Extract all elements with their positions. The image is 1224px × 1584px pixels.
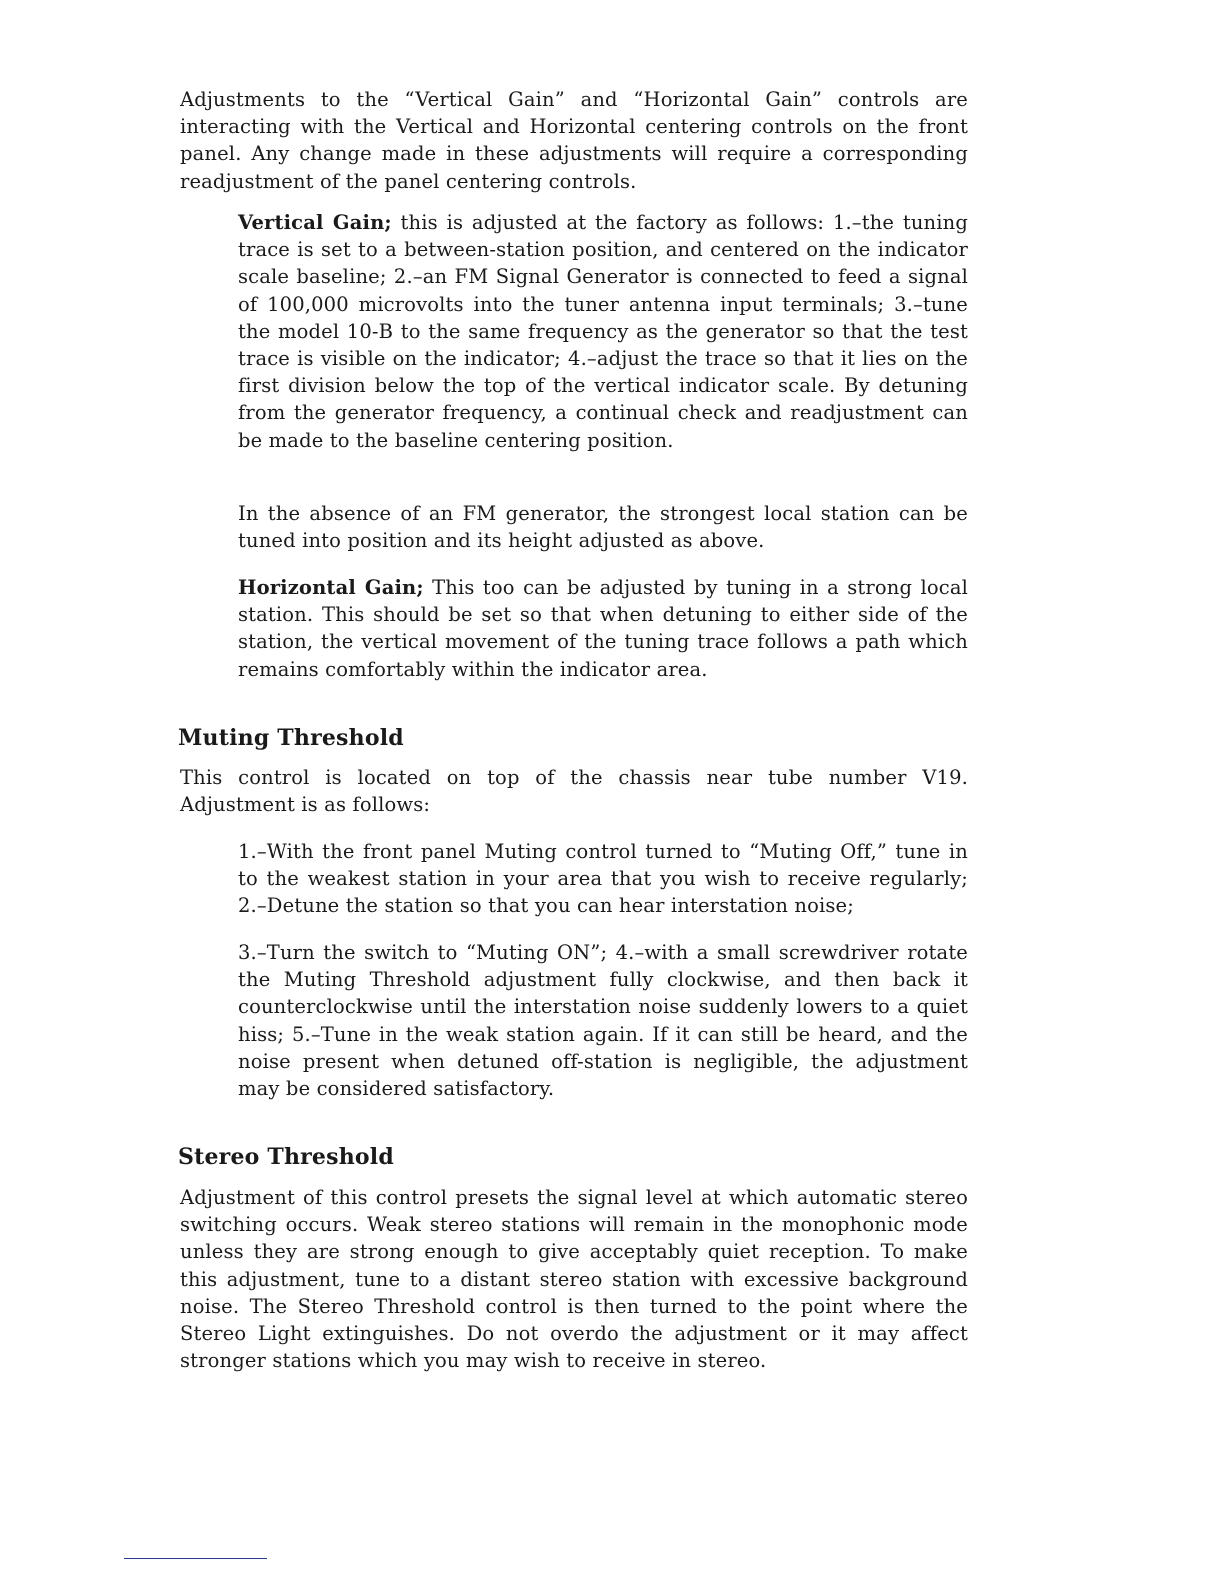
footnote-rule bbox=[124, 1558, 267, 1559]
muting-intro-paragraph: This control is located on top of the chassis near tube number V19. Adjustment is as follows: bbox=[180, 766, 968, 817]
muting-threshold-heading: Muting Threshold bbox=[178, 725, 404, 751]
horizontal-gain-paragraph bbox=[238, 574, 968, 683]
horizontal-gain-text: This too can be adjusted by tuning in a strong local station. This should be set so that when detuning to either side of the station, the vertical movement of the tuning trace follows a path which remains comfortably within the indicator area. bbox=[238, 576, 969, 681]
vertical-gain-paragraph bbox=[238, 209, 968, 454]
absence-note-paragraph: In the absence of an FM generator, the strongest local station can be tuned into position and its height adjusted as above. bbox=[238, 502, 968, 553]
stereo-threshold-heading: Stereo Threshold bbox=[178, 1144, 394, 1170]
intro-paragraph: Adjustments to the “Vertical Gain” and “Horizontal Gain” controls are interacting with the Vertical and Horizontal centering controls on the front panel. Any change made in these adjustments will require a corresponding readjustment of the panel centering controls. bbox=[180, 88, 968, 193]
vertical-gain-lead: Vertical Gain; bbox=[238, 211, 392, 234]
muting-step2-paragraph: 3.–Turn the switch to “Muting ON”; 4.–with a small screwdriver rotate the Muting Threshold adjustment fully clockwise, and then back it counterclockwise until the interstation noise suddenly lowers to a quiet hiss; 5.–Tune in the weak station again. If it can still be heard, and the noise present when detuned off-station is negligible, the adjustment may be considered satisfactory. bbox=[238, 941, 968, 1101]
horizontal-gain-lead: Horizontal Gain; bbox=[238, 576, 424, 599]
muting-step1-paragraph: 1.–With the front panel Muting control turned to “Muting Off,” tune in to the weakest station in your area that you wish to receive regularly; 2.–Detune the station so that you can hear interstation noise; bbox=[238, 840, 968, 918]
vertical-gain-text: this is adjusted at the factory as follows: 1.–the tuning trace is set to a between-station position, and centered on the indicator scale baseline; 2.–an FM Signal Generator is connected to feed a signal of 100,000 microvolts into the tuner antenna input terminals; 3.–tune the model 10-B to the same frequency as the generator so that the test trace is visible on the indicator; 4.–adjust the trace so that it lies on the first division below the top of the vertical indicator scale. By detuning from the generator frequency, a continual check and readjustment can be made to the baseline centering position. bbox=[238, 211, 968, 452]
stereo-threshold-paragraph: Adjustment of this control presets the signal level at which automatic stereo switching occurs. Weak stereo stations will remain in the monophonic mode unless they are strong enough to give acceptably quiet reception. To make this adjustment, tune to a distant stereo station with excessive background noise. The Stereo Threshold control is then turned to the point where the Stereo Light extinguishes. Do not overdo the adjustment or it may affect stronger stations which you may wish to receive in stereo. bbox=[180, 1186, 968, 1373]
